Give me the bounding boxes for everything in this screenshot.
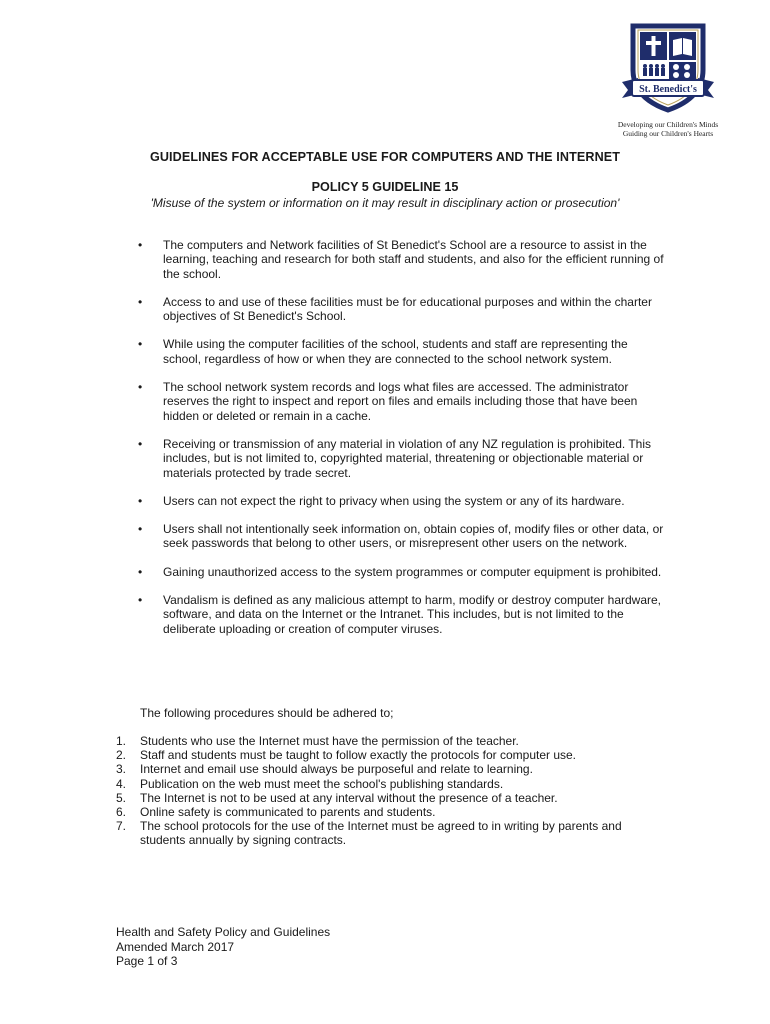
bullet-text: Vandalism is defined as any malicious attempt to harm, modify or destroy computer hardware, software, and data on the Internet or the Intranet. This includes, but is not limited to the deliberate uploading or creation of computer viruses. — [163, 593, 661, 636]
list-item — [116, 819, 666, 847]
list-item — [138, 295, 668, 324]
list-item — [116, 791, 666, 805]
logo-tagline-line1: Developing our Children's Minds — [617, 120, 719, 129]
list-item — [138, 522, 668, 551]
procedures-list — [116, 734, 666, 848]
list-item — [116, 748, 666, 762]
step-number: 1. — [116, 734, 127, 748]
list-item — [138, 565, 668, 579]
list-item — [138, 238, 668, 281]
policy-subtitle: POLICY 5 GUIDELINE 15 — [311, 180, 459, 194]
school-crest-icon — [608, 18, 728, 118]
footer-amended-date: Amended March 2017 — [116, 939, 235, 954]
step-number: 7. — [116, 819, 127, 834]
bullet-text: Access to and use of these facilities must be for educational purposes and within the charter objectives of St Benedict's School. — [163, 294, 652, 324]
footer-policy-name: Health and Safety Policy and Guidelines — [116, 925, 331, 939]
procedures-intro: The following procedures should be adhered to; — [140, 706, 394, 720]
logo-tagline — [608, 120, 728, 138]
bullet-icon: • — [138, 380, 143, 395]
step-text: The Internet is not to be used at any interval without the presence of a teacher. — [140, 790, 558, 805]
step-number: 2. — [116, 748, 127, 763]
school-logo — [608, 18, 728, 138]
bullet-icon: • — [138, 593, 143, 608]
bullet-text: The school network system records and logs what files are accessed. The administrator reserves the right to inspect and report on files and emails including those that have been hidden or deleted or remain in a cache. — [163, 380, 638, 423]
list-item — [116, 762, 666, 776]
bullet-icon: • — [138, 294, 143, 309]
step-text: Staff and students must be taught to follow exactly the protocols for computer use. — [140, 748, 577, 763]
step-text: The school protocols for the use of the Internet must be agreed to in writing by parents and students annually by signing contracts. — [140, 819, 622, 848]
list-item — [116, 805, 666, 819]
footer-page-number: Page 1 of 3 — [116, 954, 178, 969]
bullet-text: Users shall not intentionally seek information on, obtain copies of, modify files or other data, or seek passwords that belong to other users, or misrepresent other users on the network. — [163, 522, 664, 551]
step-number: 4. — [116, 776, 127, 791]
bullet-icon: • — [138, 238, 143, 252]
list-item — [138, 494, 668, 508]
guideline-bullet-list — [138, 238, 668, 650]
bullet-text: The computers and Network facilities of St Benedict's School are a resource to assist in the learning, teaching and research for both staff and students, and also for the efficient running of the school. — [163, 238, 664, 281]
bullet-icon: • — [138, 522, 143, 537]
list-item — [138, 380, 668, 423]
bullet-icon: • — [138, 564, 143, 579]
bullet-text: Receiving or transmission of any material in violation of any NZ regulation is prohibited. This includes, but is not limited to, copyrighted material, threatening or objectionable material or materials protected by trade secret. — [163, 436, 652, 480]
step-text: Publication on the web must meet the school's publishing standards. — [140, 776, 504, 791]
bullet-text: Users can not expect the right to privacy when using the system or any of its hardware. — [163, 493, 625, 508]
bullet-text: While using the computer facilities of the school, students and staff are representing the school, regardless of how or when they are connected to the school network system. — [163, 337, 628, 366]
list-item — [116, 777, 666, 791]
step-text: Students who use the Internet must have the permission of the teacher. — [140, 734, 519, 748]
page-footer — [116, 925, 330, 969]
list-item — [138, 593, 668, 636]
list-item — [116, 734, 666, 748]
step-number: 3. — [116, 762, 127, 777]
step-text: Internet and email use should always be purposeful and relate to learning. — [140, 762, 533, 777]
list-item — [138, 337, 668, 366]
step-number: 5. — [116, 790, 127, 805]
bullet-icon: • — [138, 493, 143, 508]
page-title: GUIDELINES FOR ACCEPTABLE USE FOR COMPUTERS AND THE INTERNET — [149, 150, 621, 164]
step-number: 6. — [116, 805, 127, 820]
logo-name: St. Benedict's — [639, 84, 697, 95]
step-text: Online safety is communicated to parents and students. — [140, 805, 436, 820]
bullet-icon: • — [138, 436, 143, 451]
misuse-quote: 'Misuse of the system or information on it may result in disciplinary action or prosecution' — [150, 196, 620, 210]
list-item — [138, 437, 668, 480]
bullet-text: Gaining unauthorized access to the system programmes or computer equipment is prohibited. — [163, 564, 662, 579]
bullet-icon: • — [138, 337, 143, 352]
logo-tagline-line2: Guiding our Children's Hearts — [622, 129, 714, 138]
